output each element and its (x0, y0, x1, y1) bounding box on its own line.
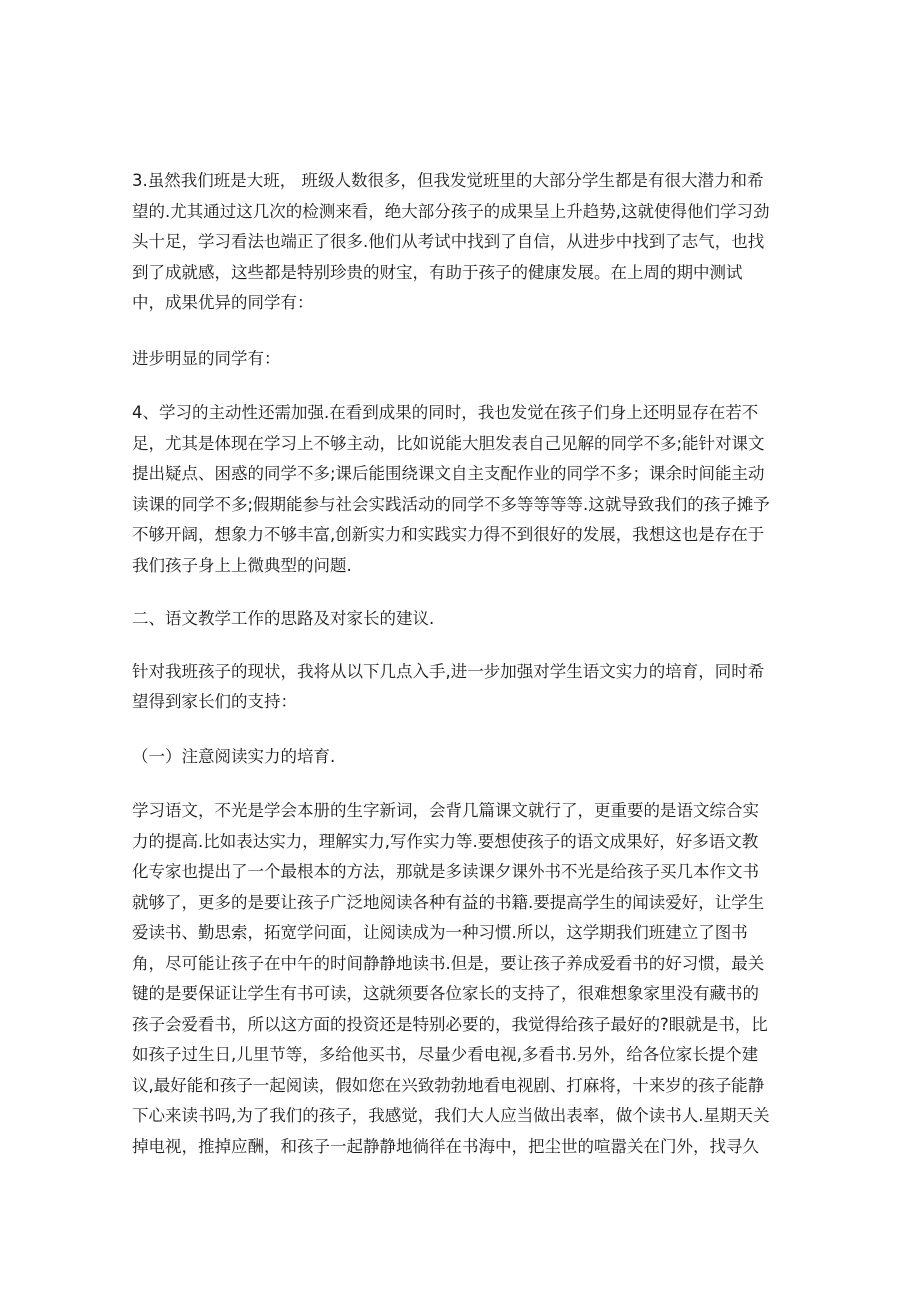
text-line: （一）注意阅读实力的培育. (132, 746, 336, 766)
text-line: 3.虽然我们班是大班， 班级人数很多，但我发觉班里的大部分学生都是有很大潜力和希 (132, 171, 764, 190)
text-line: 掉电视，推掉应酬，和孩子一起静静地徜徉在书海中，把尘世的喧嚣关在门外，找寻久 (132, 1136, 759, 1156)
text-line: 如孩子过生日,儿里节等，多给他买书，尽量少看电视,多看书.另外，给各位家长提个建 (132, 1045, 759, 1064)
text-line: 中，成果优异的同学有： (132, 293, 314, 312)
text-line: 进步明显的同学有： (132, 348, 281, 368)
paragraph-progress-summary (132, 166, 788, 319)
text-line: 学习语文，不光是学会本册的生字新词，会背几篇课文就行了，更重要的是语文综合实 (132, 801, 759, 820)
text-line: 二、语文教学工作的思路及对家长的建议. (132, 609, 435, 628)
text-line: 4、学习的主动性还需加强.在看到成果的同时，我也发觉在孩子们身上还明显存在若不 (132, 403, 759, 422)
subsection-heading (132, 742, 788, 773)
paragraph-initiative (132, 398, 788, 581)
section-heading (132, 604, 788, 635)
paragraph-improved-students (132, 344, 788, 375)
text-line: 不够开阔，想象力不够丰富,创新实力和实践实力得不到很好的发展，我想这也是存在于 (132, 525, 765, 544)
paragraph-approach (132, 657, 788, 718)
text-line: 到了成就感，这些都是特别珍贵的财宝，有助于孩子的健康发展。在上周的期中测试 (132, 262, 743, 282)
text-line: 我们孩子身上上微典型的问题. (132, 555, 352, 575)
text-line: 就够了，更多的是要让孩子广泛地阅读各种有益的书籍.要提高学生的闻读爱好，让学生 (132, 892, 765, 912)
text-line: 提出疑点、困惑的同学不多;课后能围绕课文自主支配作业的同学不多；课余时间能主动 (132, 464, 765, 483)
text-line: 议,最好能和孩子一起阅读，假如您在兴致勃勃地看电视剧、打麻将，十来岁的孩子能静 (132, 1075, 765, 1095)
text-line: 头十足，学习看法也端正了很多.他们从考试中找到了自信，从进步中找到了志气，也找 (132, 232, 765, 251)
document-body (132, 166, 788, 1182)
text-line: 读课的同学不多;假期能参与社会实践活动的同学不多等等等等.这就导致我们的孩子摊予 (132, 494, 770, 514)
text-line: 角，尽可能让孩子在中午的时间静静地读书.但是，要让孩子养成爱看书的好习惯，最关 (132, 953, 765, 973)
text-line: 下心来读书吗,为了我们的孩子，我感觉，我们大人应当做出表率，做个读书人.星期天关 (132, 1106, 770, 1125)
text-line: 望得到家长们的支持： (132, 692, 297, 711)
text-line: 针对我班孩子的现状，我将从以下几点入手,进一步加强对学生语文实力的培育，同时希 (132, 661, 765, 681)
paragraph-reading (132, 796, 788, 1162)
text-line: 孩子会爱看书，所以这方面的投资还是特别必要的，我觉得给孩子最好的?眼就是书，比 (132, 1014, 768, 1034)
text-line: 化专家也提出了一个最根本的方法，那就是多读课夕课外书不光是给孩子买几本作文书 (132, 862, 759, 881)
text-line: 爱读书、勤思索，拓宽学问面，让阅读成为一种习惯.所以，这学期我们班建立了图书 (132, 923, 748, 942)
text-line: 望的.尤其通过这几次的检测来看，绝大部分孩子的成果呈上升趋势,这就使得他们学习劲 (132, 201, 770, 221)
text-line: 力的提高.比如表达实力，理解实力,写作实力等.要想使孩子的语文成果好，好多语文教 (132, 831, 759, 851)
text-line: 足，尤其是体现在学习上不够主动，比如说能大胆发表自己见解的同学不多;能针对课文 (132, 433, 765, 453)
text-line: 键的是要保证让学生有书可读，这就须要各位家长的支持了，很难想象家里没有藏书的 (132, 984, 759, 1003)
